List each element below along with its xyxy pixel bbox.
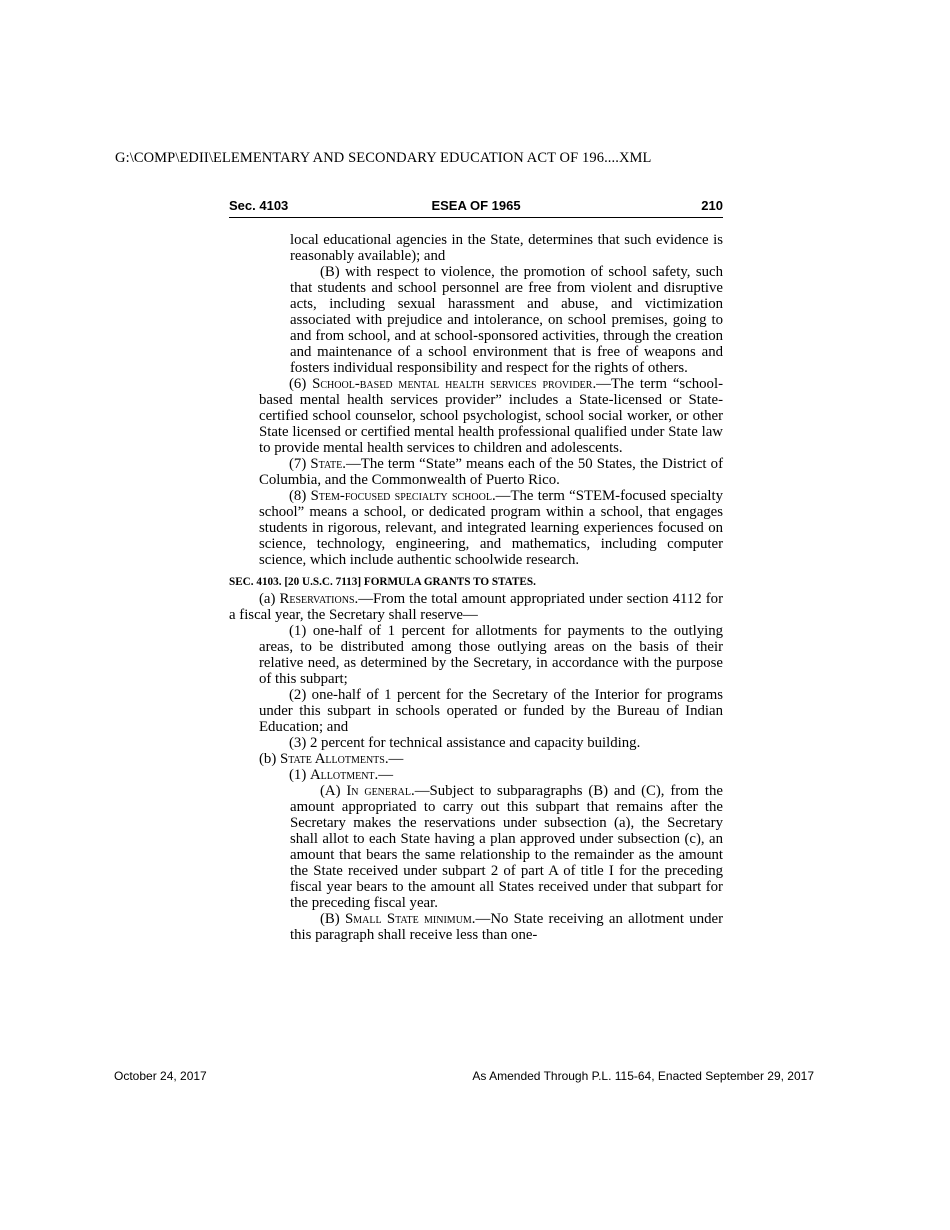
paragraph-b-allotments — [229, 751, 723, 767]
paragraph-1-allotment — [229, 767, 723, 783]
para-heading: State Allotments. — [279, 751, 389, 767]
paragraph-a-reservations — [229, 591, 723, 623]
document-body — [229, 232, 723, 943]
para-heading: State. — [310, 456, 346, 472]
para-heading: Stem-focused specialty school. — [310, 488, 496, 504]
para-text: —No State receiving an allotment under this paragraph shall receive less than one- — [290, 911, 723, 943]
para-num: (b) — [259, 751, 277, 767]
page-number: 210 — [701, 198, 723, 213]
section-heading: SEC. 4103. [20 U.S.C. 7113] FORMULA GRANTS TO STATES. — [229, 576, 536, 588]
para-heading: Small State minimum. — [345, 911, 476, 927]
paragraph-6-provider — [229, 376, 723, 456]
para-text: — — [388, 751, 404, 767]
para-heading: School-based mental health services provider. — [312, 376, 597, 392]
para-num: (B) — [320, 911, 340, 927]
para-num: (1) — [289, 767, 307, 783]
para-text: —From the total amount appropriated under section 4112 for a fiscal year, the Secretary shall reserve— — [229, 591, 723, 623]
file-path: G:\COMP\EDII\ELEMENTARY AND SECONDARY EDUCATION ACT OF 196....XML — [115, 150, 652, 166]
footer-amended: As Amended Through P.L. 115-64, Enacted September 29, 2017 — [472, 1069, 814, 1083]
para-text: —The term “STEM-focused specialty school” means a school, or dedicated program within a school, that engages students in rigorous, relevant, and integrated learning experiences focused on science, technology, engineering, and mathematics, including computer science, which include authentic schoolwide research. — [259, 488, 723, 568]
para-heading: Reservations. — [279, 591, 359, 607]
paragraph-b-violence: (B) with respect to violence, the promotion of school safety, such that students and school personnel are free from violent and disruptive acts, including sexual harassment and abuse, and victimization associated with prejudice and intolerance, on school premises, going to and from school, and at school-sponsored activities, through the creation and maintenance of a school environment that is free of weapons and fosters individual responsibility and respect for the rights of others. — [290, 264, 723, 376]
paragraph-1-outlying: (1) one-half of 1 percent for allotments for payments to the outlying areas, to be distributed among those outlying areas on the basis of their relative need, as determined by the Secretary, in accordance with the purpose of this subpart; — [259, 623, 723, 687]
paragraph-3-technical: (3) 2 percent for technical assistance and capacity building. — [289, 735, 641, 751]
para-num: (A) — [320, 783, 341, 799]
para-num: (8) — [289, 488, 307, 504]
act-title: ESEA OF 1965 — [431, 198, 521, 213]
paragraph-7-state — [229, 456, 723, 488]
running-head — [229, 198, 723, 218]
paragraph-8-stem — [229, 488, 723, 568]
para-num: (7) — [289, 456, 307, 472]
para-heading: Allotment. — [309, 767, 379, 783]
paragraph-b-small-state — [229, 911, 723, 943]
paragraph-a-in-general — [229, 783, 723, 911]
para-text: —Subject to subparagraphs (B) and (C), from the amount appropriated to carry out this subpart that remains after the Secretary makes the reservations under subsection (a), the Secretary shall allot to each State having a plan approved under subsection (c), an amount that bears the same relationship to the remainder as the amount the State received under subpart 2 of part A of title I for the preceding fiscal year bears to the amount all States received under that subpart for the preceding fiscal year. — [290, 783, 723, 911]
para-heading: In general. — [346, 783, 415, 799]
paragraph-continuation: local educational agencies in the State, determines that such evidence is reasonably available); and — [290, 232, 723, 264]
footer-date: October 24, 2017 — [114, 1069, 207, 1083]
section-label: Sec. 4103 — [229, 198, 289, 213]
para-text: —The term “school-based mental health services provider” includes a State-licensed or State-certified school counselor, school psychologist, school social worker, or other State licensed or certified mental health professional qualified under State law to provide mental health services to children and adolescents. — [259, 376, 723, 456]
para-text: —The term “State” means each of the 50 States, the District of Columbia, and the Commonwealth of Puerto Rico. — [259, 456, 724, 488]
para-num: (a) — [259, 591, 276, 607]
paragraph-2-interior: (2) one-half of 1 percent for the Secretary of the Interior for programs under this subpart in schools operated or funded by the Bureau of Indian Education; and — [259, 687, 723, 735]
para-num: (6) — [289, 376, 307, 392]
para-text: — — [378, 767, 394, 783]
